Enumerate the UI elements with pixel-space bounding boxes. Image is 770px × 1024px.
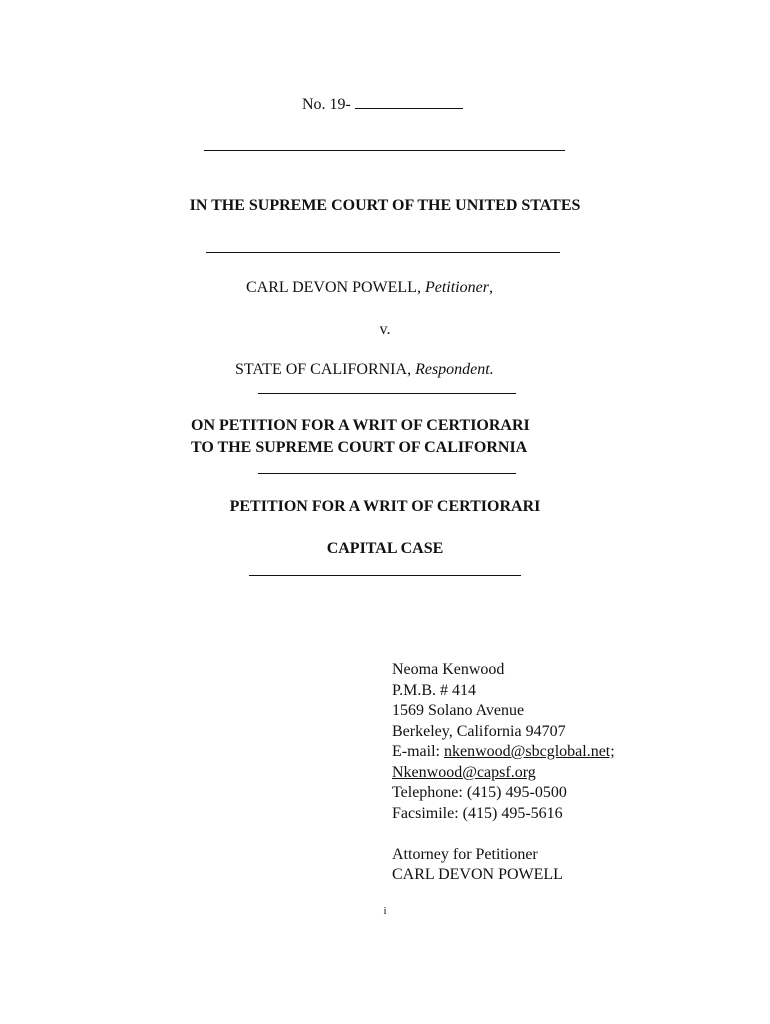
court-heading: IN THE SUPREME COURT OF THE UNITED STATES (189, 197, 581, 214)
docket-label: No. 19- (302, 96, 351, 113)
respondent-role: Respondent. (415, 361, 494, 378)
petitioner-role: Petitioner (424, 279, 489, 296)
email-link-1[interactable]: nkenwood@sbcglobal.net; (443, 743, 615, 760)
docket-blank (355, 94, 463, 109)
respondent-name: STATE OF CALIFORNIA, (235, 361, 412, 378)
attorney-telephone: Telephone: (415) 495-0500 (392, 784, 567, 801)
divider-petition (258, 473, 516, 474)
petitioner-suffix: , (488, 279, 493, 296)
petitioner-name: CARL DEVON POWELL, (246, 279, 421, 296)
case-type: CAPITAL CASE (326, 540, 444, 557)
page-number: i (383, 905, 387, 917)
attorney-email-line (392, 742, 615, 763)
email-label: E-mail: (392, 743, 444, 760)
attorney-facsimile: Facsimile: (415) 495-5616 (392, 805, 563, 822)
attorney-city: Berkeley, California 94707 (392, 723, 566, 740)
attorney-client: CARL DEVON POWELL (392, 866, 563, 883)
respondent-line (235, 360, 494, 380)
versus: v. (379, 321, 391, 338)
petition-line-1: ON PETITION FOR A WRIT OF CERTIORARI (191, 417, 530, 434)
petition-line-2: TO THE SUPREME COURT OF CALIFORNIA (191, 439, 528, 456)
attorney-street: 1569 Solano Avenue (392, 702, 525, 719)
divider-case-type (249, 575, 521, 576)
attorney-name: Neoma Kenwood (392, 661, 505, 678)
divider-top (204, 150, 565, 151)
docket-number (302, 94, 463, 115)
petition-title: PETITION FOR A WRIT OF CERTIORARI (229, 498, 541, 515)
divider-court (206, 252, 560, 253)
petitioner-line (246, 278, 493, 298)
attorney-role: Attorney for Petitioner (392, 846, 538, 863)
email-link-2[interactable]: Nkenwood@capsf.org (392, 764, 536, 781)
attorney-email-line-2 (392, 763, 536, 784)
attorney-pmb: P.M.B. # 414 (392, 682, 477, 699)
divider-parties (258, 393, 516, 394)
